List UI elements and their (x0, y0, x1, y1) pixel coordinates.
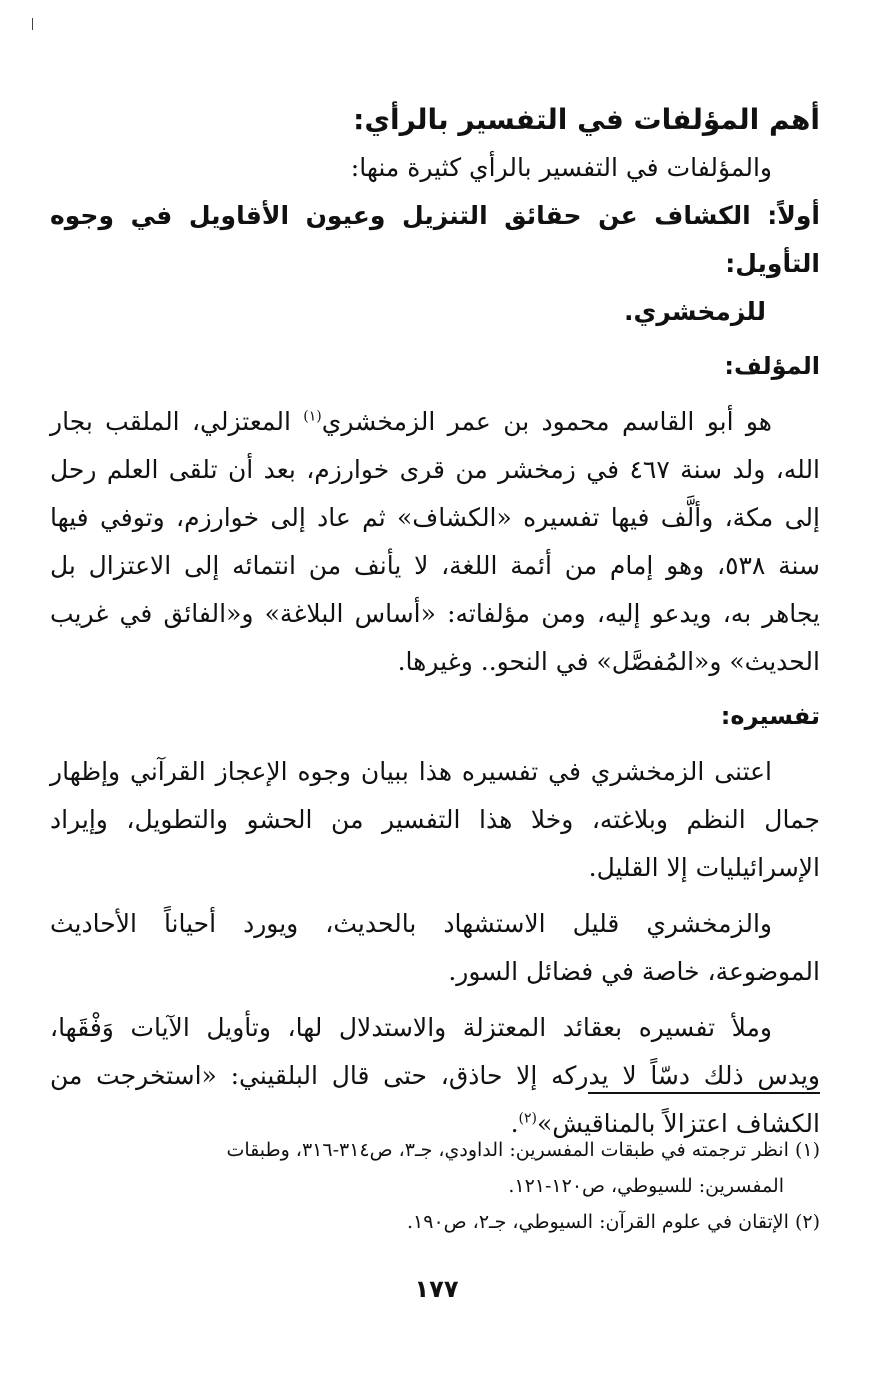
tafsir-heading: تفسيره: (720, 702, 820, 730)
author-heading: المؤلف: (724, 352, 820, 380)
section-heading: أهم المؤلفات في التفسير بالرأي: (353, 103, 820, 136)
item-one-title-line1: الكشاف عن حقائق التنزيل وعيون الأقاويل في وجوه التأويل: (50, 201, 820, 278)
item-one-title-line2: للزمخشري. (623, 297, 766, 326)
footnotes (50, 1132, 820, 1240)
tafsir-paragraph-3 (50, 1004, 820, 1148)
scan-mark (32, 18, 33, 30)
footnote-2-marker: (٢) (794, 1211, 820, 1233)
footnote-1-line1: انظر ترجمته في طبقات المفسرين: الداودي، جـ٣، ص٣١٤-٣١٦، وطبقات (226, 1139, 789, 1161)
author-paragraph (50, 398, 820, 686)
author-text-rest: المعتزلي، الملقب بجار الله، ولد سنة ٤٦٧ في زمخشر من قرى خوارزم، بعد أن تلقى العلم رحل إلى مكة، وألَّف فيها تفسيره «الكشاف» ثم عاد إلى خوارزم، وتوفي فيها سنة ٥٣٨، وهو إمام من أئمة اللغة، لا يأنف من انتمائه إلى الاعتزال بل يجاهر به، ويدعو إليه، ومن مؤلفاته: «أساس البلاغة» و«الفائق في غريب الحديث» و«المُفصَّل» في النحو.. وغيرها. (50, 407, 821, 676)
item-one-title (50, 192, 820, 336)
page-body (50, 96, 820, 1148)
footnote-2 (50, 1204, 820, 1240)
footnote-1-line2: المفسرين: للسيوطي، ص١٢٠-١٢١. (508, 1175, 784, 1197)
tafsir-paragraph-2: والزمخشري قليل الاستشهاد بالحديث، ويورد أحياناً الأحاديث الموضوعة، خاصة في فضائل السور. (50, 909, 820, 986)
intro-paragraph: والمؤلفات في التفسير بالرأي كثيرة منها: (350, 153, 772, 182)
tafsir-paragraph-1: اعتنى الزمخشري في تفسيره هذا ببيان وجوه الإعجاز القرآني وإظهار جمال النظم وبلاغته، وخلا هذا التفسير من الحشو والتطويل، وإيراد الإسرائيليات إلا القليل. (50, 757, 820, 882)
tafsir-paragraph-3-end: . (510, 1109, 519, 1138)
footnote-ref-2: (٢) (518, 1110, 538, 1127)
author-text-start: هو أبو القاسم محمود بن عمر الزمخشري (321, 407, 772, 436)
footnote-ref-1: (١) (303, 408, 322, 425)
item-one-label: أولاً: (767, 201, 820, 230)
footnote-separator (588, 1092, 820, 1094)
footnote-1-marker: (١) (794, 1139, 820, 1161)
tafsir-paragraph-3-text: وملأ تفسيره بعقائد المعتزلة والاستدلال لها، وتأويل الآيات وَفْقَها، ويدس ذلك دسّاً لا يدركه إلا حاذق، حتى قال البلقيني: «استخرجت من الكشاف اعتزالاً بالمناقيش» (50, 1013, 820, 1138)
footnote-2-line1: الإتقان في علوم القرآن: السيوطي، جـ٢، ص١٩٠. (407, 1211, 789, 1233)
footnote-1 (50, 1132, 820, 1204)
page-number: ١٧٧ (414, 1275, 459, 1303)
